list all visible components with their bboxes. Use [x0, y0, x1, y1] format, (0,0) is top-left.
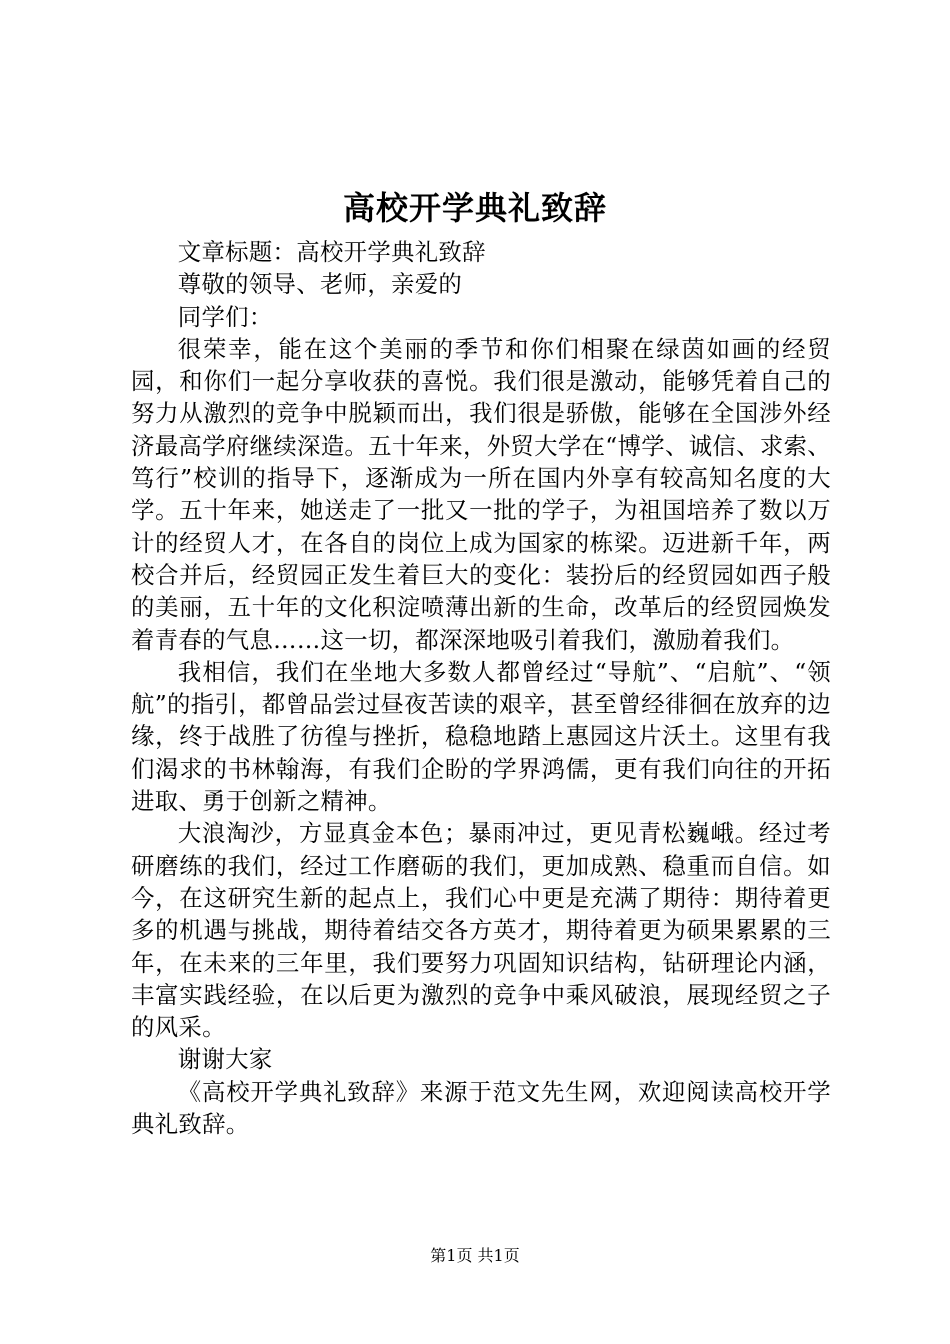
salutation-line: 尊敬的领导、老师，亲爱的 — [177, 270, 463, 299]
article-title-line: 文章标题：高校开学典礼致辞 — [177, 238, 486, 266]
document-title: 高校开学典礼致辞 — [342, 189, 607, 227]
salutation-line-continued: 同学们： — [177, 302, 273, 331]
source-note: 《高校开学典礼致辞》来源于范文先生网，欢迎阅读高校开学典礼致辞。 — [131, 1077, 831, 1139]
body-paragraph-3: 大浪淘沙，方显真金本色；暴雨冲过，更见青松巍峨。经过考研磨练的我们，经过工作磨砺的我们，更加成熟、稳重而自信。如今，在这研究生新的起点上，我们心中更是充满了期待：期待着更多的机遇与挑战，期待着结交各方英才，期待着更为硕果累累的三年，在未来的三年里，我们要努力巩固知识结构，钻研理论内涵，丰富实践经验，在以后更为激烈的竞争中乘风破浪，展现经贸之子的风采。 — [131, 819, 831, 1042]
document-body — [131, 236, 831, 1140]
body-paragraph-2: 我相信，我们在坐地大多数人都曾经过“导航”、“启航”、“领航”的指引，都曾品尝过昼夜苦读的艰辛，甚至曾经徘徊在放弃的边缘，终于战胜了彷徨与挫折，稳稳地踏上惠园这片沃土。这里有我们渴求的书林翰海，有我们企盼的学界鸿儒，更有我们向往的开拓进取、勇于创新之精神。 — [131, 657, 831, 816]
closing-line: 谢谢大家 — [177, 1045, 273, 1074]
page-number-footer: 第1页 共1页 — [430, 1246, 520, 1265]
body-paragraph-1: 很荣幸，能在这个美丽的季节和你们相聚在绿茵如画的经贸园，和你们一起分享收获的喜悦。我们很是激动，能够凭着自己的努力从激烈的竞争中脱颖而出，我们很是骄傲，能够在全国涉外经济最高学府继续深造。五十年来，外贸大学在“博学、诚信、求索、笃行”校训的指导下，逐渐成为一所在国内外享有较高知名度的大学。五十年来，她送走了一批又一批的学子，为祖国培养了数以万计的经贸人才，在各自的岗位上成为国家的栋梁。迈进新千年，两校合并后，经贸园正发生着巨大的变化：装扮后的经贸园如西子般的美丽，五十年的文化积淀喷薄出新的生命，改革后的经贸园焕发着青春的气息……这一切，都深深地吸引着我们，激励着我们。 — [131, 334, 831, 654]
